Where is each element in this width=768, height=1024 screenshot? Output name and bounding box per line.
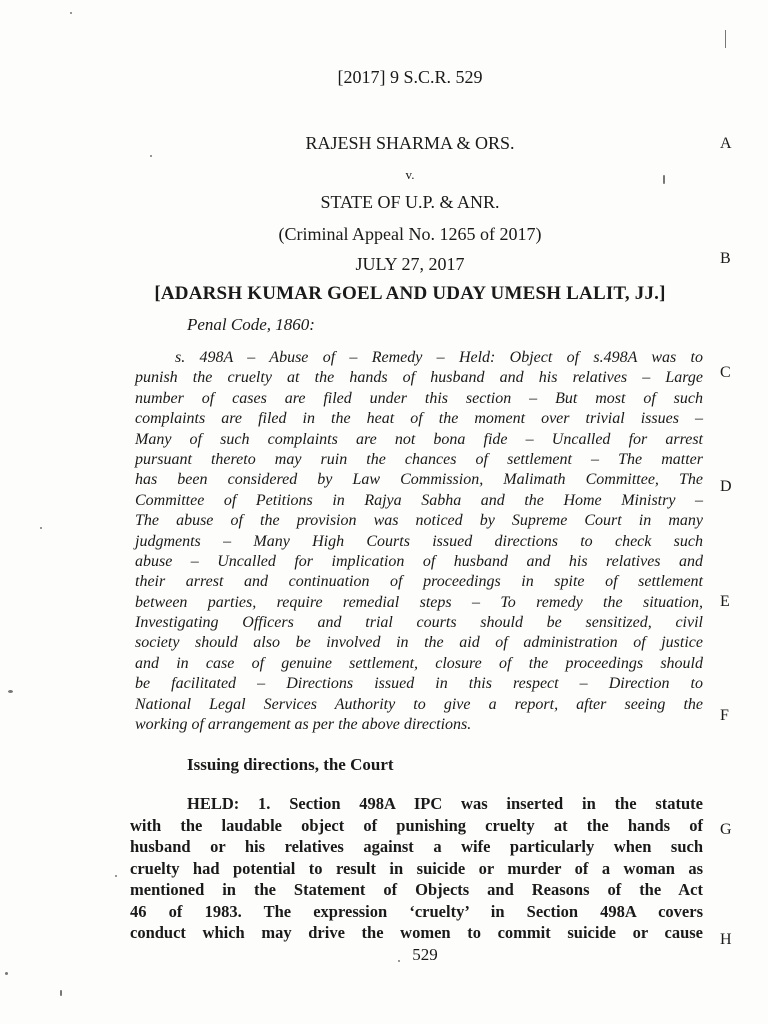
judgment-date: JULY 27, 2017: [355, 254, 465, 274]
held-paragraph: [130, 793, 703, 944]
headnote-line: National Legal Services Authority to give a report, after seeing the: [135, 695, 703, 713]
scan-speck: [8, 690, 13, 693]
headnote-line: Many of such complaints are not bona fide – Uncalled for arrest: [135, 430, 703, 448]
held-line: with the laudable object of punishing cruelty at the hands of: [130, 815, 703, 835]
page-number: 529: [412, 945, 438, 964]
margin-letter-e: E: [720, 593, 730, 610]
held-line: mentioned in the Statement of Objects and Reasons of the Act: [130, 880, 703, 899]
held-line: 46 of 1983. The expression ‘cruelty’ in Section 498A covers: [130, 901, 703, 921]
margin-letter-h: H: [720, 931, 732, 948]
bench-judges: [ADARSH KUMAR GOEL AND UDAY UMESH LALIT, JJ.]: [154, 283, 666, 304]
scan-speck: [150, 155, 152, 157]
headnote-line: Investigating Officers and trial courts should be sensitized, civil: [135, 614, 703, 632]
appeal-number: (Criminal Appeal No. 1265 of 2017): [278, 224, 542, 244]
headnote-line: s. 498A – Abuse of – Remedy – Held: Object of s.498A was to: [175, 349, 703, 366]
scan-speck: [5, 972, 8, 975]
held-line: husband or his relatives against a wife particularly when such: [130, 837, 703, 856]
scan-speck: [663, 175, 665, 184]
margin-letter-a: A: [720, 135, 732, 152]
scan-speck: [70, 12, 72, 14]
headnote-line: abuse – Uncalled for implication of husband and his relatives and: [135, 552, 703, 570]
headnote-paragraph: [135, 348, 703, 735]
margin-letter-g: G: [720, 821, 732, 838]
scan-speck: [725, 30, 726, 48]
margin-letter-d: D: [720, 478, 732, 495]
respondent-name: STATE OF U.P. & ANR.: [320, 192, 500, 212]
section-subheading: Issuing directions, the Court: [187, 755, 394, 774]
margin-letter-b: B: [720, 250, 731, 267]
headnote-line: punish the cruelty at the hands of husband and his relatives – Large: [135, 369, 703, 387]
margin-letter-c: C: [720, 364, 731, 381]
scan-speck: [398, 960, 400, 962]
headnote-line: The abuse of the provision was noticed by Supreme Court in many: [135, 512, 703, 530]
headnote-line: between parties, require remedial steps – To remedy the situation,: [135, 593, 703, 611]
headnote-line: working of arrangement as per the above directions.: [135, 716, 472, 734]
appellant-name: RAJESH SHARMA & ORS.: [305, 133, 515, 153]
headnote-line: number of cases are filed under this section – But most of such: [135, 389, 703, 407]
margin-letter-f: F: [720, 707, 729, 724]
headnote-line: judgments – Many High Courts issued directions to check such: [135, 532, 703, 550]
held-line: HELD: 1. Section 498A IPC was inserted in the statute: [187, 794, 703, 813]
held-line: cruelty had potential to result in suicide or murder of a woman as: [130, 858, 703, 878]
headnote-line: pursuant thereto may ruin the chances of settlement – The matter: [135, 450, 703, 468]
headnote-line: complaints are filed in the heat of the moment over trivial issues –: [135, 410, 703, 428]
headnote-line: and in case of genuine settlement, closure of the proceedings should: [135, 654, 703, 672]
scan-speck: [115, 875, 117, 877]
scan-speck: [60, 990, 62, 996]
headnote-line: be facilitated – Directions issued in this respect – Direction to: [135, 675, 703, 693]
headnote-title: Penal Code, 1860:: [187, 315, 315, 334]
report-citation: [2017] 9 S.C.R. 529: [337, 67, 483, 87]
headnote-line: society should also be involved in the aid of administration of justice: [135, 634, 703, 652]
held-line: conduct which may drive the women to commit suicide or cause: [130, 923, 703, 942]
scan-speck: [40, 527, 42, 529]
versus-label: v.: [405, 167, 415, 182]
headnote-line: Committee of Petitions in Rajya Sabha and the Home Ministry –: [135, 491, 703, 509]
headnote-line: their arrest and continuation of proceedings in spite of settlement: [135, 573, 703, 591]
headnote-line: has been considered by Law Commission, Malimath Committee, The: [135, 471, 703, 489]
